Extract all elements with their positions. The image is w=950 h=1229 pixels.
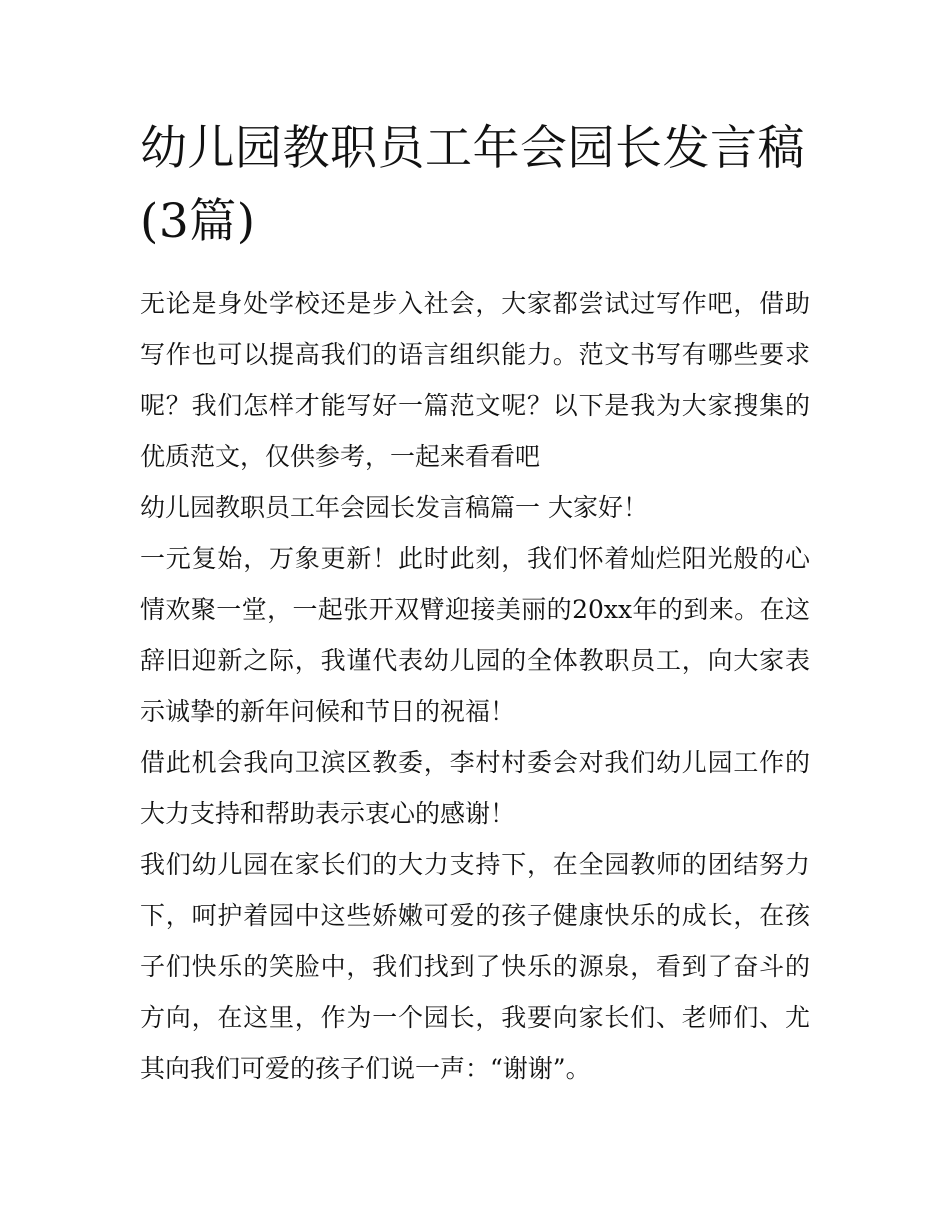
thanks-paragraph: 借此机会我向卫滨区教委，李村村委会对我们幼儿园工作的大力支持和帮助表示衷心的感谢！: [140, 748, 810, 828]
section-heading-paragraph: 幼儿园教职员工年会园长发言稿篇一 大家好！: [140, 493, 648, 522]
intro-paragraph: 无论是身处学校还是步入社会，大家都尝试过写作吧，借助写作也可以提高我们的语言组织能力。范文书写有哪些要求呢？我们怎样才能写好一篇范文呢？以下是我为大家搜集的优质范文，仅供参考，一起来看看吧: [140, 289, 810, 471]
kindergarten-paragraph: 我们幼儿园在家长们的大力支持下，在全园教师的团结努力下，呵护着园中这些娇嫩可爱的孩子健康快乐的成长，在孩子们快乐的笑脸中，我们找到了快乐的源泉，看到了奋斗的方向，在这里，作为一个园长，我要向家长们、老师们、尤其向我们可爱的孩子们说一声：“谢谢”。: [140, 850, 810, 1083]
document-title: 幼儿园教职员工年会园长发言稿(3篇): [140, 121, 805, 249]
greeting-paragraph: 一元复始，万象更新！此时此刻，我们怀着灿烂阳光般的心情欢聚一堂，一起张开双臂迎接美丽的20xx年的到来。在这辞旧迎新之际，我谨代表幼儿园的全体教职员工，向大家表示诚挚的新年问候和节日的祝福！: [140, 544, 810, 726]
